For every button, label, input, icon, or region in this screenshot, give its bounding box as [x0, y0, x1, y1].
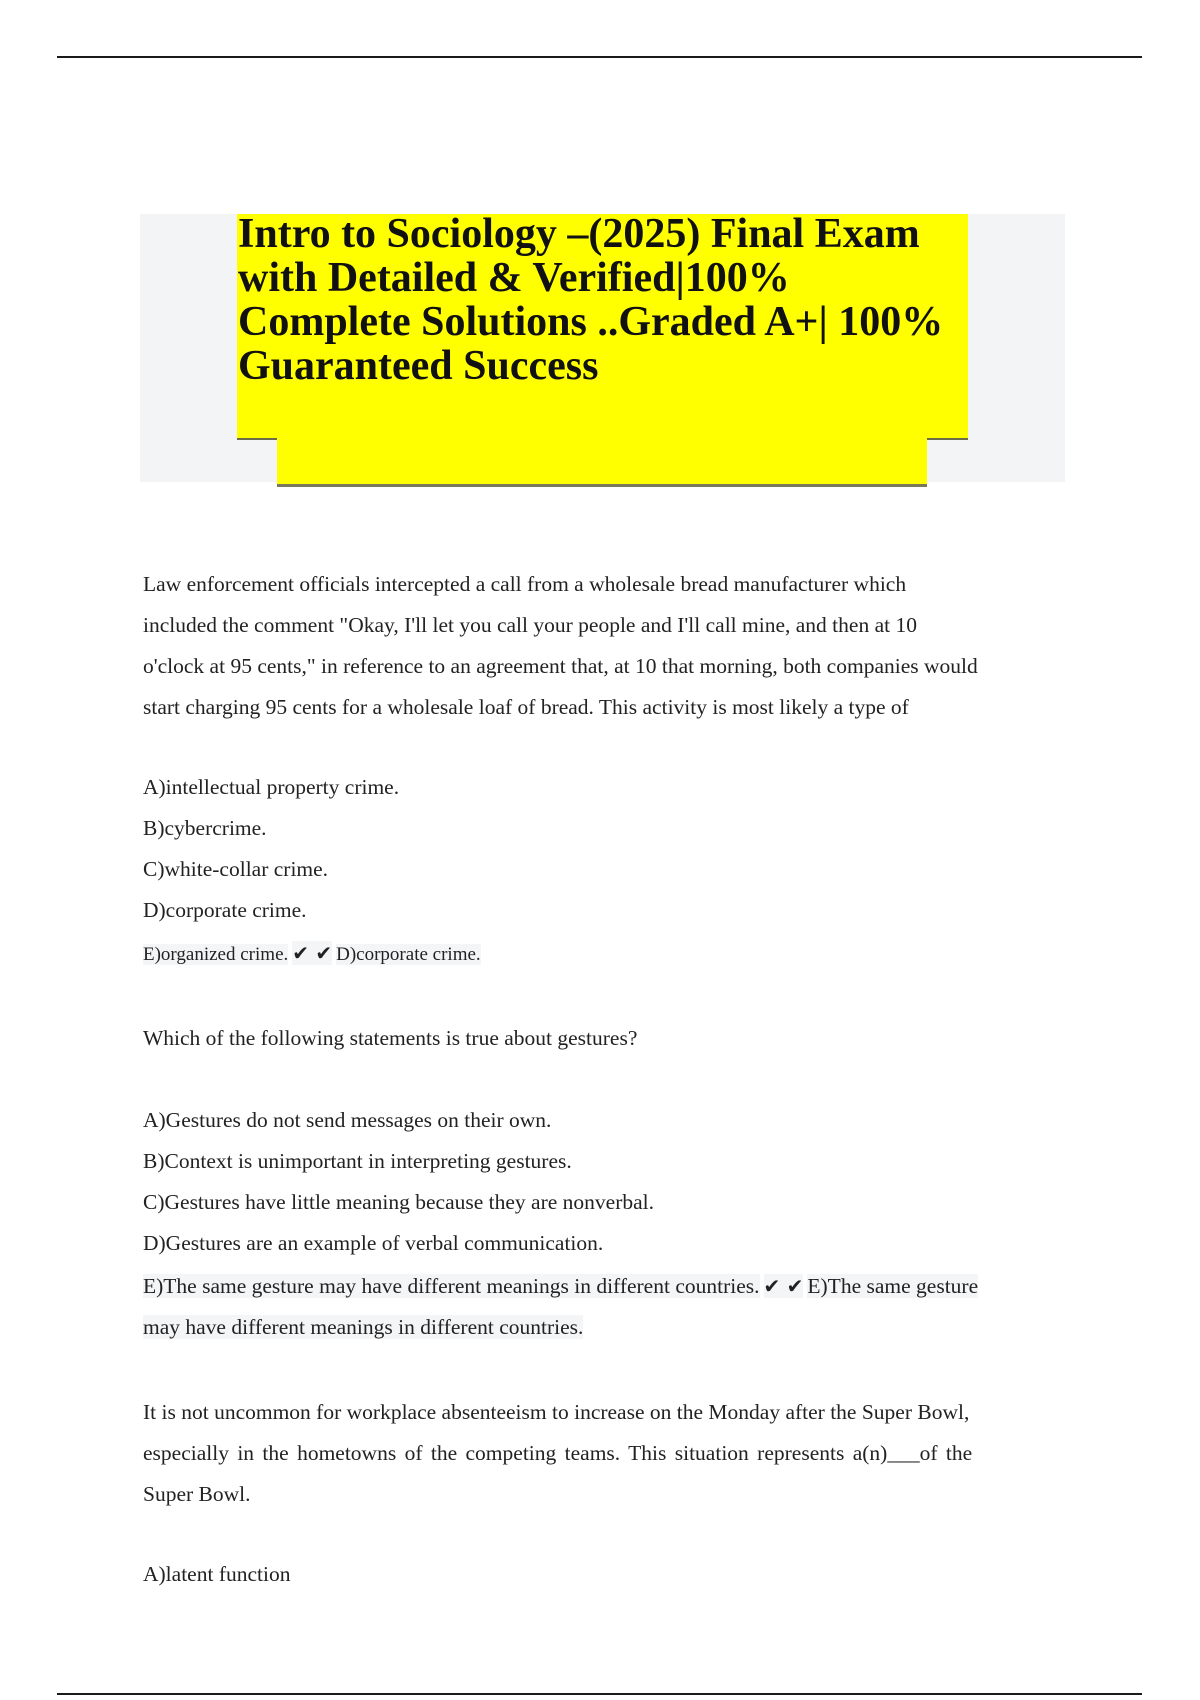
question-2-answer-continued	[143, 1307, 1063, 1348]
top-rule	[57, 56, 1142, 58]
question-2-option-e-with-answer	[143, 1266, 1063, 1307]
question-3-options	[143, 1554, 1063, 1595]
question-2-option-a: A)Gestures do not send messages on their own.	[143, 1108, 552, 1132]
bottom-rule	[57, 1693, 1142, 1695]
checkmark-icon: ✔ ✔	[292, 941, 333, 965]
question-2-option-d: D)Gestures are an example of verbal communication.	[143, 1231, 604, 1255]
question-3-stem-line: Super Bowl.	[143, 1482, 251, 1506]
question-2-stem-line: Which of the following statements is true about gestures?	[143, 1026, 638, 1050]
question-1-stem-line: Law enforcement officials intercepted a call from a wholesale bread manufacturer which	[143, 572, 907, 596]
question-1-stem-line: start charging 95 cents for a wholesale loaf of bread. This activity is most likely a type of	[143, 695, 909, 719]
question-1-option-d: D)corporate crime.	[143, 898, 307, 922]
question-3	[143, 1392, 1063, 1515]
question-1-stem-line: o'clock at 95 cents," in reference to an agreement that, at 10 that morning, both companies would	[143, 654, 978, 678]
question-1-stem-line: included the comment "Okay, I'll let you call your people and I'll call mine, and then at 10	[143, 613, 917, 637]
question-1-option-b: B)cybercrime.	[143, 816, 267, 840]
question-1-answer: D)corporate crime.	[336, 944, 481, 965]
question-1	[143, 564, 1063, 728]
checkmark-icon: ✔ ✔	[763, 1274, 804, 1298]
question-2-options	[143, 1100, 1063, 1348]
question-1-option-e-with-answer	[143, 933, 1063, 975]
question-1-options	[143, 767, 1063, 975]
question-1-option-c: C)white-collar crime.	[143, 857, 329, 881]
question-3-option-a: A)latent function	[143, 1562, 291, 1586]
question-2-option-b: B)Context is unimportant in interpreting gestures.	[143, 1149, 572, 1173]
document-title: Intro to Sociology –(2025) Final Exam with Detailed & Verified|100% Complete Solutions ..Graded A+| 100% Guaranteed Success	[238, 211, 944, 389]
question-2-answer-line-2: may have different meanings in different countries.	[143, 1315, 584, 1339]
question-3-stem-line: It is not uncommon for workplace absenteeism to increase on the Monday after the Super Bowl,	[143, 1400, 970, 1424]
question-2	[143, 1018, 1063, 1059]
question-1-option-e: E)organized crime.	[143, 944, 289, 965]
question-3-stem-line: especially in the hometowns of the competing teams. This situation represents a(n)___of the	[143, 1441, 973, 1465]
question-2-answer: E)The same gesture	[807, 1274, 979, 1298]
question-1-option-a: A)intellectual property crime.	[143, 775, 400, 799]
title-highlight-strip	[277, 438, 927, 487]
question-2-option-e: E)The same gesture may have different meanings in different countries.	[143, 1274, 760, 1298]
question-2-option-c: C)Gestures have little meaning because they are nonverbal.	[143, 1190, 655, 1214]
